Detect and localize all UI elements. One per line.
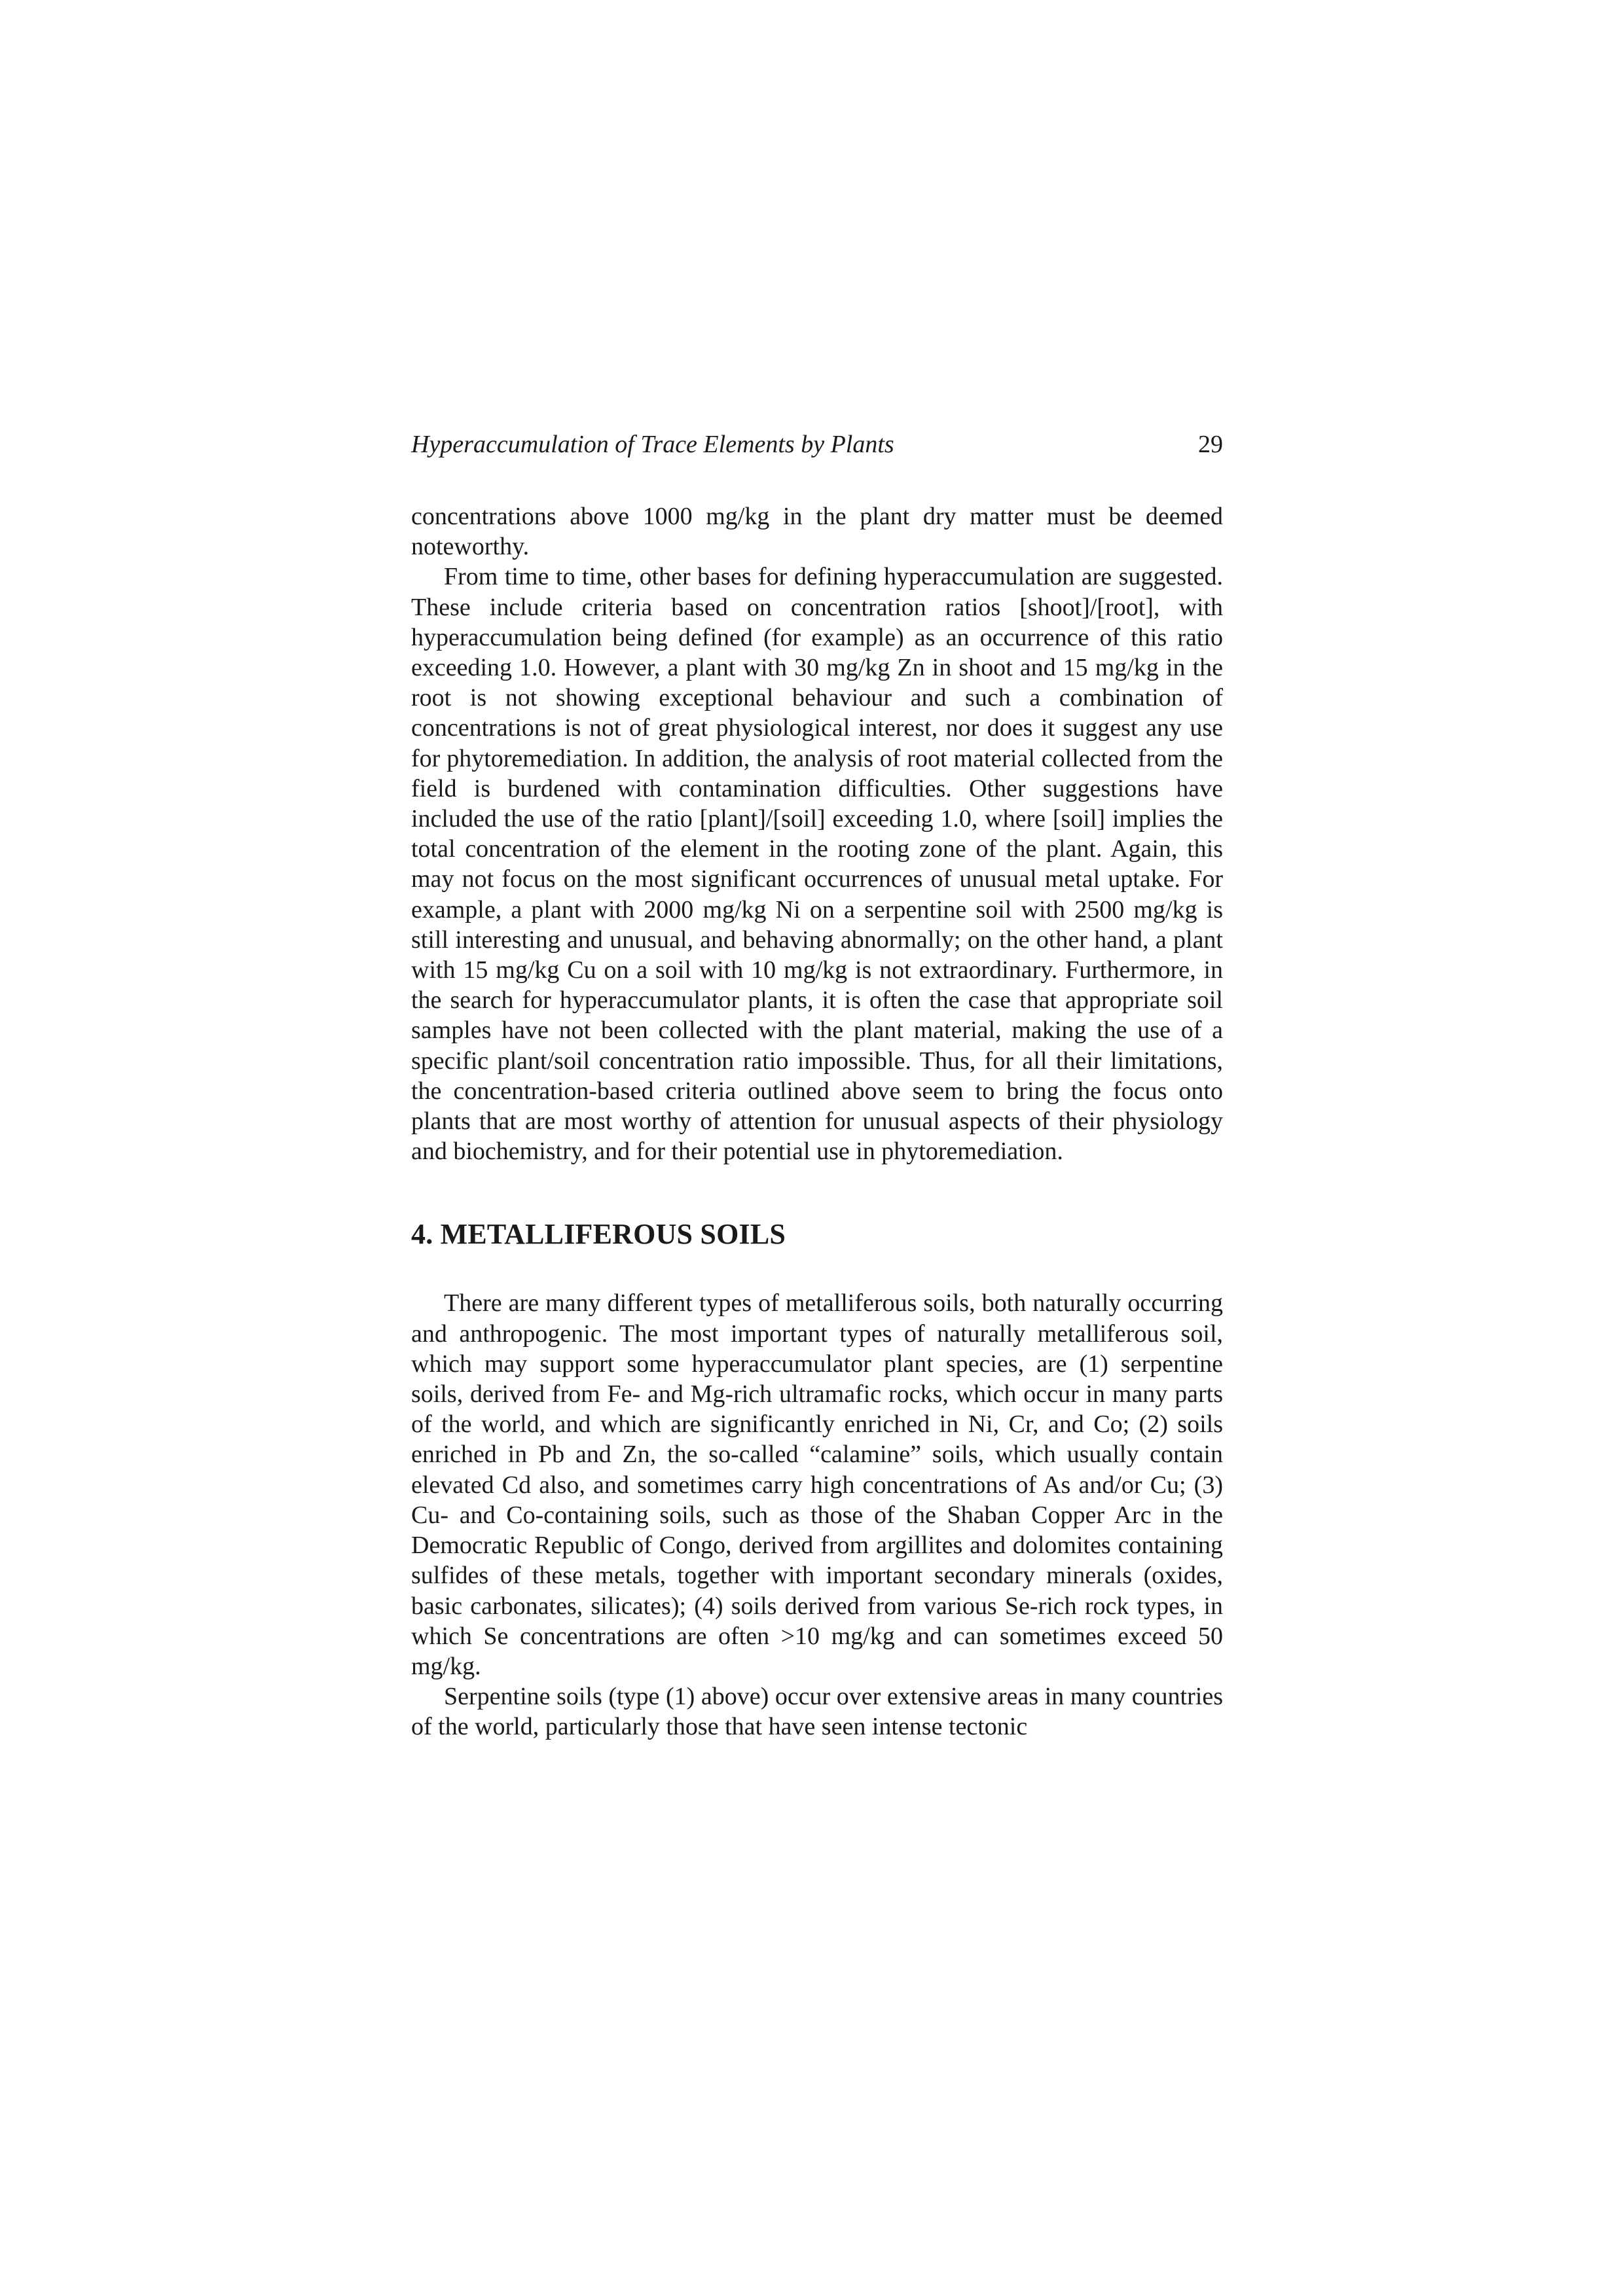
paragraph-continuation: concentrations above 1000 mg/kg in the plant dry matter must be deemed noteworthy. — [411, 503, 1223, 561]
page-number: 29 — [1198, 431, 1223, 458]
section-heading: 4. METALLIFEROUS SOILS — [411, 1218, 786, 1251]
paragraph-metalliferous-soil-types: There are many different types of metalliferous soils, both naturally occurring and anthropogenic. The most important types of naturally metalliferous soil, which may support some hyperaccumulator plant species, are (1) serpentine soils, derived from Fe- and Mg-rich ultramafic rocks, which occur in many parts of the world, and which are significantly enriched in Ni, Cr, and Co; (2) soils enriched in Pb and Zn, the so-called “calamine” soils, which usually contain elevated Cd also, and sometimes carry high concentrations of As and/or Cu; (3) Cu- and Co-containing soils, such as those of the Shaban Copper Arc in the Democratic Republic of Congo, derived from argillites and dolomites containing sulfides of these metals, together with important secondary minerals (oxides, basic carbonates, silicates); (4) soils derived from various Se-rich rock types, in which Se concentrations are often >10 mg/kg and can sometimes exceed 50 mg/kg. — [411, 1289, 1223, 1680]
body-text — [411, 501, 1223, 1742]
running-title: Hyperaccumulation of Trace Elements by Plants — [411, 431, 894, 458]
paragraph-hyperaccumulation-criteria: From time to time, other bases for defining hyperaccumulation are suggested. These include criteria based on concentration ratios [shoot]/[root], with hyperaccumulation being defined (for example) as an occurrence of this ratio exceeding 1.0. However, a plant with 30 mg/kg Zn in shoot and 15 mg/kg in the root is not showing exceptional behaviour and such a combination of concentrations is not of great physiological interest, nor does it suggest any use for phytoremediation. In addition, the analysis of root material collected from the field is burdened with contamination difficulties. Other suggestions have included the use of the ratio [plant]/[soil] exceeding 1.0, where [soil] implies the total concentration of the element in the rooting zone of the plant. Again, this may not focus on the most significant occurrences of unusual metal uptake. For example, a plant with 2000 mg/kg Ni on a serpentine soil with 2500 mg/kg is still interesting and unusual, and behaving abnormally; on the other hand, a plant with 15 mg/kg Cu on a soil with 10 mg/kg is not extraordinary. Furthermore, in the search for hyperaccumulator plants, it is often the case that appropriate soil samples have not been collected with the plant material, making the use of a specific plant/soil concentration ratio impossible. Thus, for all their limitations, the concentration-based criteria outlined above seem to bring the focus onto plants that are most worthy of attention for unusual aspects of their physiology and biochemistry, and for their potential use in phytoremediation. — [411, 563, 1223, 1166]
paragraph-serpentine-soils: Serpentine soils (type (1) above) occur over extensive areas in many countries of the world, particularly those that have seen intense tectonic — [411, 1683, 1223, 1741]
running-header — [411, 428, 1223, 461]
